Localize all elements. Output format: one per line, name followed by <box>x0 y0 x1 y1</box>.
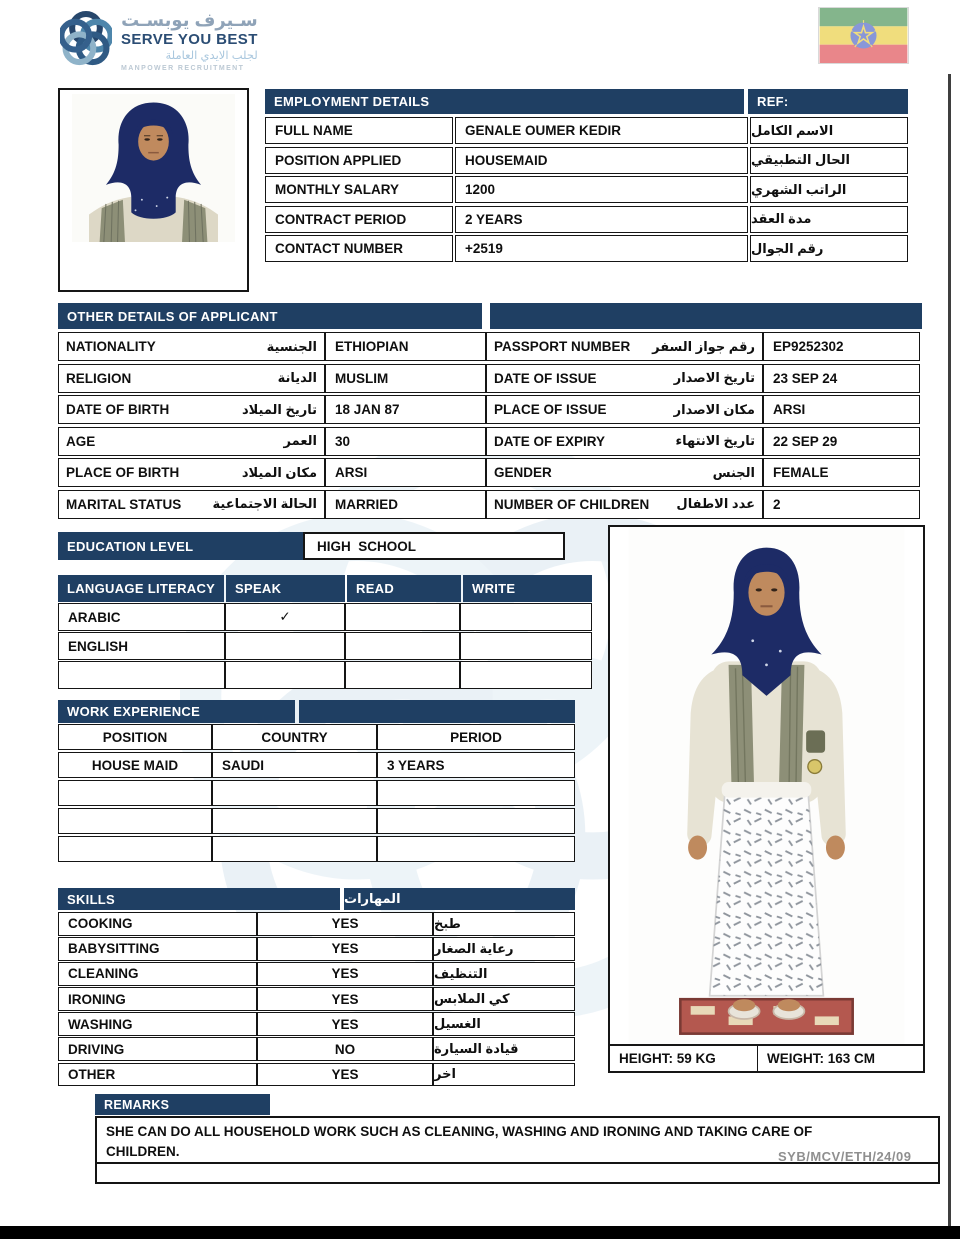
field-value: MUSLIM <box>325 364 486 393</box>
skill-label-arabic: اخر <box>433 1063 575 1087</box>
field-value: 22 SEP 29 <box>763 427 920 456</box>
skill-label: BABYSITTING <box>58 937 257 961</box>
education-level-value: HIGH SCHOOL <box>303 532 565 560</box>
work-experience-header: WORK EXPERIENCE <box>58 700 295 723</box>
skills-table <box>58 888 575 1086</box>
skill-value: YES <box>257 1012 433 1036</box>
scan-edge-line <box>948 74 951 1226</box>
skill-value: NO <box>257 1037 433 1061</box>
field-value: HOUSEMAID <box>455 147 748 174</box>
column-header: WRITE <box>463 575 592 602</box>
education-level-row <box>58 532 565 560</box>
speak-cell <box>225 661 345 689</box>
height-label: HEIGHT: 59 KG <box>610 1044 758 1071</box>
read-cell <box>345 661 460 689</box>
ethiopia-flag-icon <box>818 7 909 64</box>
field-value: FEMALE <box>763 458 920 487</box>
field-label: PLACE OF BIRTH مكان الميلاد <box>58 458 325 487</box>
speak-checkmark-icon: ✓ <box>225 603 345 631</box>
column-header: POSITION <box>58 724 212 750</box>
field-label: PASSPORT NUMBER رقم جواز السفر <box>486 332 763 361</box>
period-cell: 3 YEARS <box>377 752 575 778</box>
field-label: MARITAL STATUS الحالة الاجتماعية <box>58 490 325 519</box>
scan-bottom-strip <box>0 1226 960 1239</box>
skill-label-arabic: التنظيف <box>433 962 575 986</box>
period-cell <box>377 836 575 862</box>
field-value: +2519 <box>455 235 748 262</box>
logo-subtitle: MANPOWER RECRUITMENT <box>121 65 245 73</box>
portrait-photo-image <box>60 94 247 242</box>
field-label: PLACE OF ISSUE مكان الاصدار <box>486 395 763 424</box>
skill-value: YES <box>257 987 433 1011</box>
field-value: 1200 <box>455 176 748 203</box>
other-details-header-spacer <box>490 303 922 329</box>
logo-arabic-subtitle: لجلب الايدي العاملة <box>165 49 258 62</box>
skill-value: YES <box>257 912 433 936</box>
language-name: ENGLISH <box>58 632 225 660</box>
employment-details-table <box>265 89 908 262</box>
field-label-arabic: الراتب الشهري <box>750 176 908 203</box>
skill-label: CLEANING <box>58 962 257 986</box>
remarks-text: SHE CAN DO ALL HOUSEHOLD WORK SUCH AS CLEANING, WASHING AND IRONING AND TAKING CARE OF CHILDREN. <box>106 1124 813 1160</box>
fullbody-photo-image <box>610 527 923 1044</box>
ref-header: REF: <box>748 89 908 114</box>
language-name <box>58 661 225 689</box>
period-cell <box>377 780 575 806</box>
remarks-header: REMARKS <box>95 1094 270 1115</box>
column-header: COUNTRY <box>212 724 377 750</box>
field-value: ETHIOPIAN <box>325 332 486 361</box>
read-cell <box>345 632 460 660</box>
position-cell <box>58 780 212 806</box>
field-label: MONTHLY SALARY <box>265 176 453 203</box>
country-cell <box>212 808 377 834</box>
field-value: ARSI <box>763 395 920 424</box>
position-cell <box>58 808 212 834</box>
logo-title: SERVE YOU BEST <box>121 30 258 48</box>
field-label: AGE العمر <box>58 427 325 456</box>
column-header: PERIOD <box>377 724 575 750</box>
write-cell <box>460 632 592 660</box>
country-cell <box>212 836 377 862</box>
field-value: ARSI <box>325 458 486 487</box>
skill-label: IRONING <box>58 987 257 1011</box>
field-label: NATIONALITY الجنسية <box>58 332 325 361</box>
skills-header-arabic: المهارات <box>344 888 575 910</box>
language-name: ARABIC <box>58 603 225 631</box>
skill-label-arabic: رعاية الصغار <box>433 937 575 961</box>
work-experience-header-spacer <box>299 700 575 723</box>
column-header: LANGUAGE LITERACY <box>58 575 224 602</box>
speak-cell <box>225 632 345 660</box>
work-experience-table <box>58 700 575 862</box>
skill-label-arabic: قيادة السيارة <box>433 1037 575 1061</box>
applicant-portrait-photo <box>58 88 249 292</box>
skills-header: SKILLS <box>58 888 340 910</box>
skill-label: OTHER <box>58 1063 257 1087</box>
skill-value: YES <box>257 937 433 961</box>
other-details-header: OTHER DETAILS OF APPLICANT <box>58 303 482 329</box>
column-header: SPEAK <box>226 575 345 602</box>
skill-label: COOKING <box>58 912 257 936</box>
language-literacy-table <box>58 575 592 689</box>
skill-value: YES <box>257 962 433 986</box>
field-label: POSITION APPLIED <box>265 147 453 174</box>
education-level-label: EDUCATION LEVEL <box>58 532 303 560</box>
position-cell: HOUSE MAID <box>58 752 212 778</box>
skill-label: DRIVING <box>58 1037 257 1061</box>
logo-arabic-title: سـيرف يوبسـت <box>121 10 258 30</box>
field-value: 30 <box>325 427 486 456</box>
field-value: GENALE OUMER KEDIR <box>455 117 748 144</box>
field-label: RELIGION الديانة <box>58 364 325 393</box>
period-cell <box>377 808 575 834</box>
column-header: READ <box>347 575 461 602</box>
field-label-arabic: الاسم الكامل <box>750 117 908 144</box>
document-reference-code: SYB/MCV/ETH/24/09 <box>778 1149 912 1164</box>
country-cell <box>212 780 377 806</box>
skill-label: WASHING <box>58 1012 257 1036</box>
biometrics-bar <box>610 1044 923 1071</box>
field-label: CONTACT NUMBER <box>265 235 453 262</box>
field-label: CONTRACT PERIOD <box>265 206 453 233</box>
field-value: 2 YEARS <box>455 206 748 233</box>
field-label-arabic: الحال التطبيقي <box>750 147 908 174</box>
field-label: FULL NAME <box>265 117 453 144</box>
skill-label-arabic: الغسيل <box>433 1012 575 1036</box>
field-value: 2 <box>763 490 920 519</box>
other-details-table <box>58 303 922 519</box>
skill-label-arabic: كي الملابس <box>433 987 575 1011</box>
employment-details-header: EMPLOYMENT DETAILS <box>265 89 744 114</box>
field-label: DATE OF BIRTH تاريخ الميلاد <box>58 395 325 424</box>
field-value: MARRIED <box>325 490 486 519</box>
field-value: EP9252302 <box>763 332 920 361</box>
field-label-arabic: رقم الجوال <box>750 235 908 262</box>
weight-label: WEIGHT: 163 CM <box>758 1044 923 1071</box>
skill-value: YES <box>257 1063 433 1087</box>
field-label: DATE OF ISSUE تاريخ الاصدار <box>486 364 763 393</box>
skill-label-arabic: طبخ <box>433 912 575 936</box>
country-cell: SAUDI <box>212 752 377 778</box>
field-label: GENDER الجنس <box>486 458 763 487</box>
agency-logo <box>60 8 258 73</box>
field-value: 18 JAN 87 <box>325 395 486 424</box>
field-label: DATE OF EXPIRY تاريخ الانتهاء <box>486 427 763 456</box>
write-cell <box>460 603 592 631</box>
knot-rings-icon <box>60 8 112 72</box>
write-cell <box>460 661 592 689</box>
field-label: NUMBER OF CHILDREN عدد الاطفال <box>486 490 763 519</box>
position-cell <box>58 836 212 862</box>
field-value: 23 SEP 24 <box>763 364 920 393</box>
applicant-fullbody-photo <box>608 525 925 1073</box>
read-cell <box>345 603 460 631</box>
field-label-arabic: مدة العقد <box>750 206 908 233</box>
